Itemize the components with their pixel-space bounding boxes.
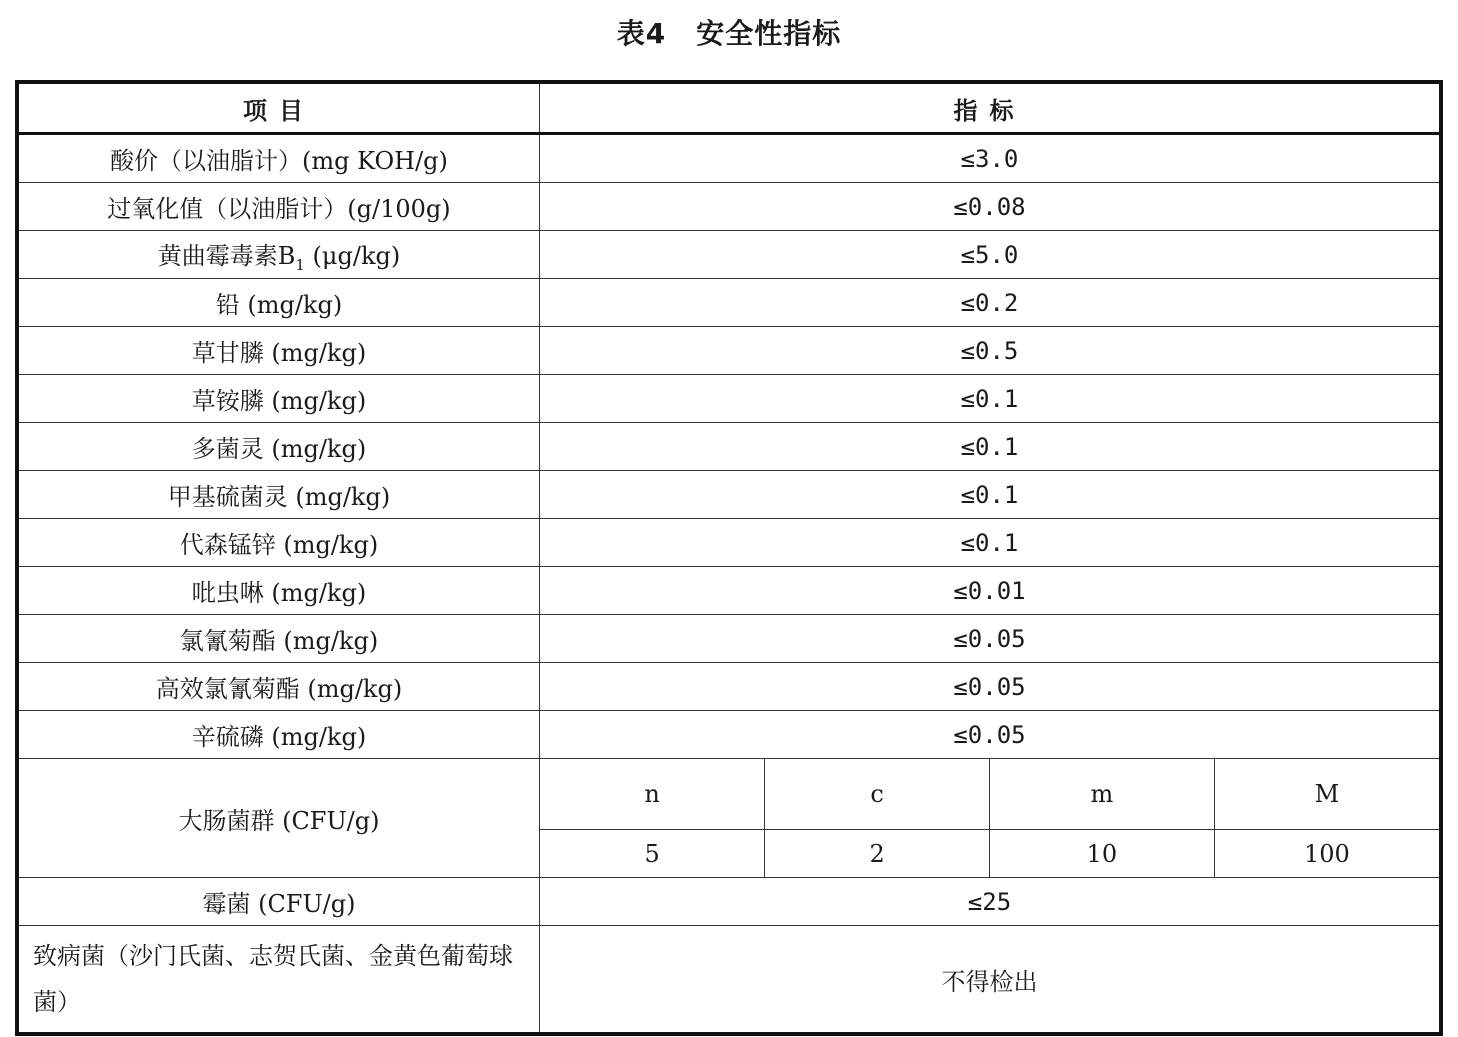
- table-row: [17, 375, 1441, 423]
- row-item: [17, 231, 539, 279]
- coliform-header-n: n: [540, 759, 765, 830]
- row-item: 辛硫磷 (mg/kg): [17, 711, 539, 759]
- row-value: ≤5.0: [539, 231, 1441, 279]
- coliform-criteria: [539, 759, 1441, 878]
- row-item: 草铵膦 (mg/kg): [17, 375, 539, 423]
- row-item: 草甘膦 (mg/kg): [17, 327, 539, 375]
- coliform-item: 大肠菌群 (CFU/g): [17, 759, 539, 878]
- row-item: 高效氯氰菊酯 (mg/kg): [17, 663, 539, 711]
- table-row: [17, 134, 1441, 183]
- pathogen-row: [17, 926, 1441, 1035]
- table-row: [17, 471, 1441, 519]
- coliform-value-n: 5: [540, 830, 765, 878]
- row-value: ≤0.5: [539, 327, 1441, 375]
- pathogen-value: 不得检出: [539, 926, 1441, 1035]
- header-index: 指标: [539, 82, 1441, 134]
- row-item: 吡虫啉 (mg/kg): [17, 567, 539, 615]
- mold-row: [17, 878, 1441, 926]
- row-item: 过氧化值（以油脂计）(g/100g): [17, 183, 539, 231]
- table-header-row: [17, 82, 1441, 134]
- coliform-header-c: c: [765, 759, 990, 830]
- table-row: [17, 423, 1441, 471]
- row-item: 多菌灵 (mg/kg): [17, 423, 539, 471]
- row-item-subscript: 1: [295, 255, 305, 274]
- row-item-prefix: 黄曲霉毒素B: [157, 241, 296, 270]
- row-value: ≤0.05: [539, 615, 1441, 663]
- row-item: 酸价（以油脂计）(mg KOH/g): [17, 134, 539, 183]
- row-value: ≤3.0: [539, 134, 1441, 183]
- table-title: [0, 14, 1458, 54]
- table-row: [17, 183, 1441, 231]
- coliform-value-m: 10: [989, 830, 1214, 878]
- table-number: 表4: [616, 17, 667, 50]
- mold-item: 霉菌 (CFU/g): [17, 878, 539, 926]
- row-value: ≤0.1: [539, 375, 1441, 423]
- table-row: [17, 279, 1441, 327]
- coliform-value-c: 2: [765, 830, 990, 878]
- table-row: [17, 615, 1441, 663]
- row-item: 氯氰菊酯 (mg/kg): [17, 615, 539, 663]
- coliform-header-M: M: [1214, 759, 1439, 830]
- pathogen-item: 致病菌（沙门氏菌、志贺氏菌、金黄色葡萄球菌）: [17, 926, 539, 1035]
- safety-index-table: [15, 80, 1443, 1036]
- coliform-row: [17, 759, 1441, 878]
- row-item-suffix: (μg/kg): [304, 241, 401, 270]
- table-title-text: 安全性指标: [696, 17, 842, 50]
- row-value: ≤0.08: [539, 183, 1441, 231]
- row-value: ≤0.05: [539, 711, 1441, 759]
- mold-value: ≤25: [539, 878, 1441, 926]
- coliform-values-row: [540, 830, 1439, 878]
- row-value: ≤0.1: [539, 471, 1441, 519]
- header-item: 项目: [17, 82, 539, 134]
- table-row: [17, 711, 1441, 759]
- row-item: 代森锰锌 (mg/kg): [17, 519, 539, 567]
- coliform-header-m: m: [989, 759, 1214, 830]
- row-value: ≤0.2: [539, 279, 1441, 327]
- table-row: [17, 567, 1441, 615]
- table-row: [17, 519, 1441, 567]
- coliform-subheader-row: [540, 759, 1439, 830]
- table-row: [17, 327, 1441, 375]
- coliform-subtable: [540, 759, 1439, 877]
- row-item: 甲基硫菌灵 (mg/kg): [17, 471, 539, 519]
- row-value: ≤0.01: [539, 567, 1441, 615]
- row-item: 铅 (mg/kg): [17, 279, 539, 327]
- row-value: ≤0.1: [539, 423, 1441, 471]
- coliform-value-M: 100: [1303, 839, 1350, 868]
- row-value: ≤0.1: [539, 519, 1441, 567]
- table-row: [17, 231, 1441, 279]
- table-row: [17, 663, 1441, 711]
- row-value: ≤0.05: [539, 663, 1441, 711]
